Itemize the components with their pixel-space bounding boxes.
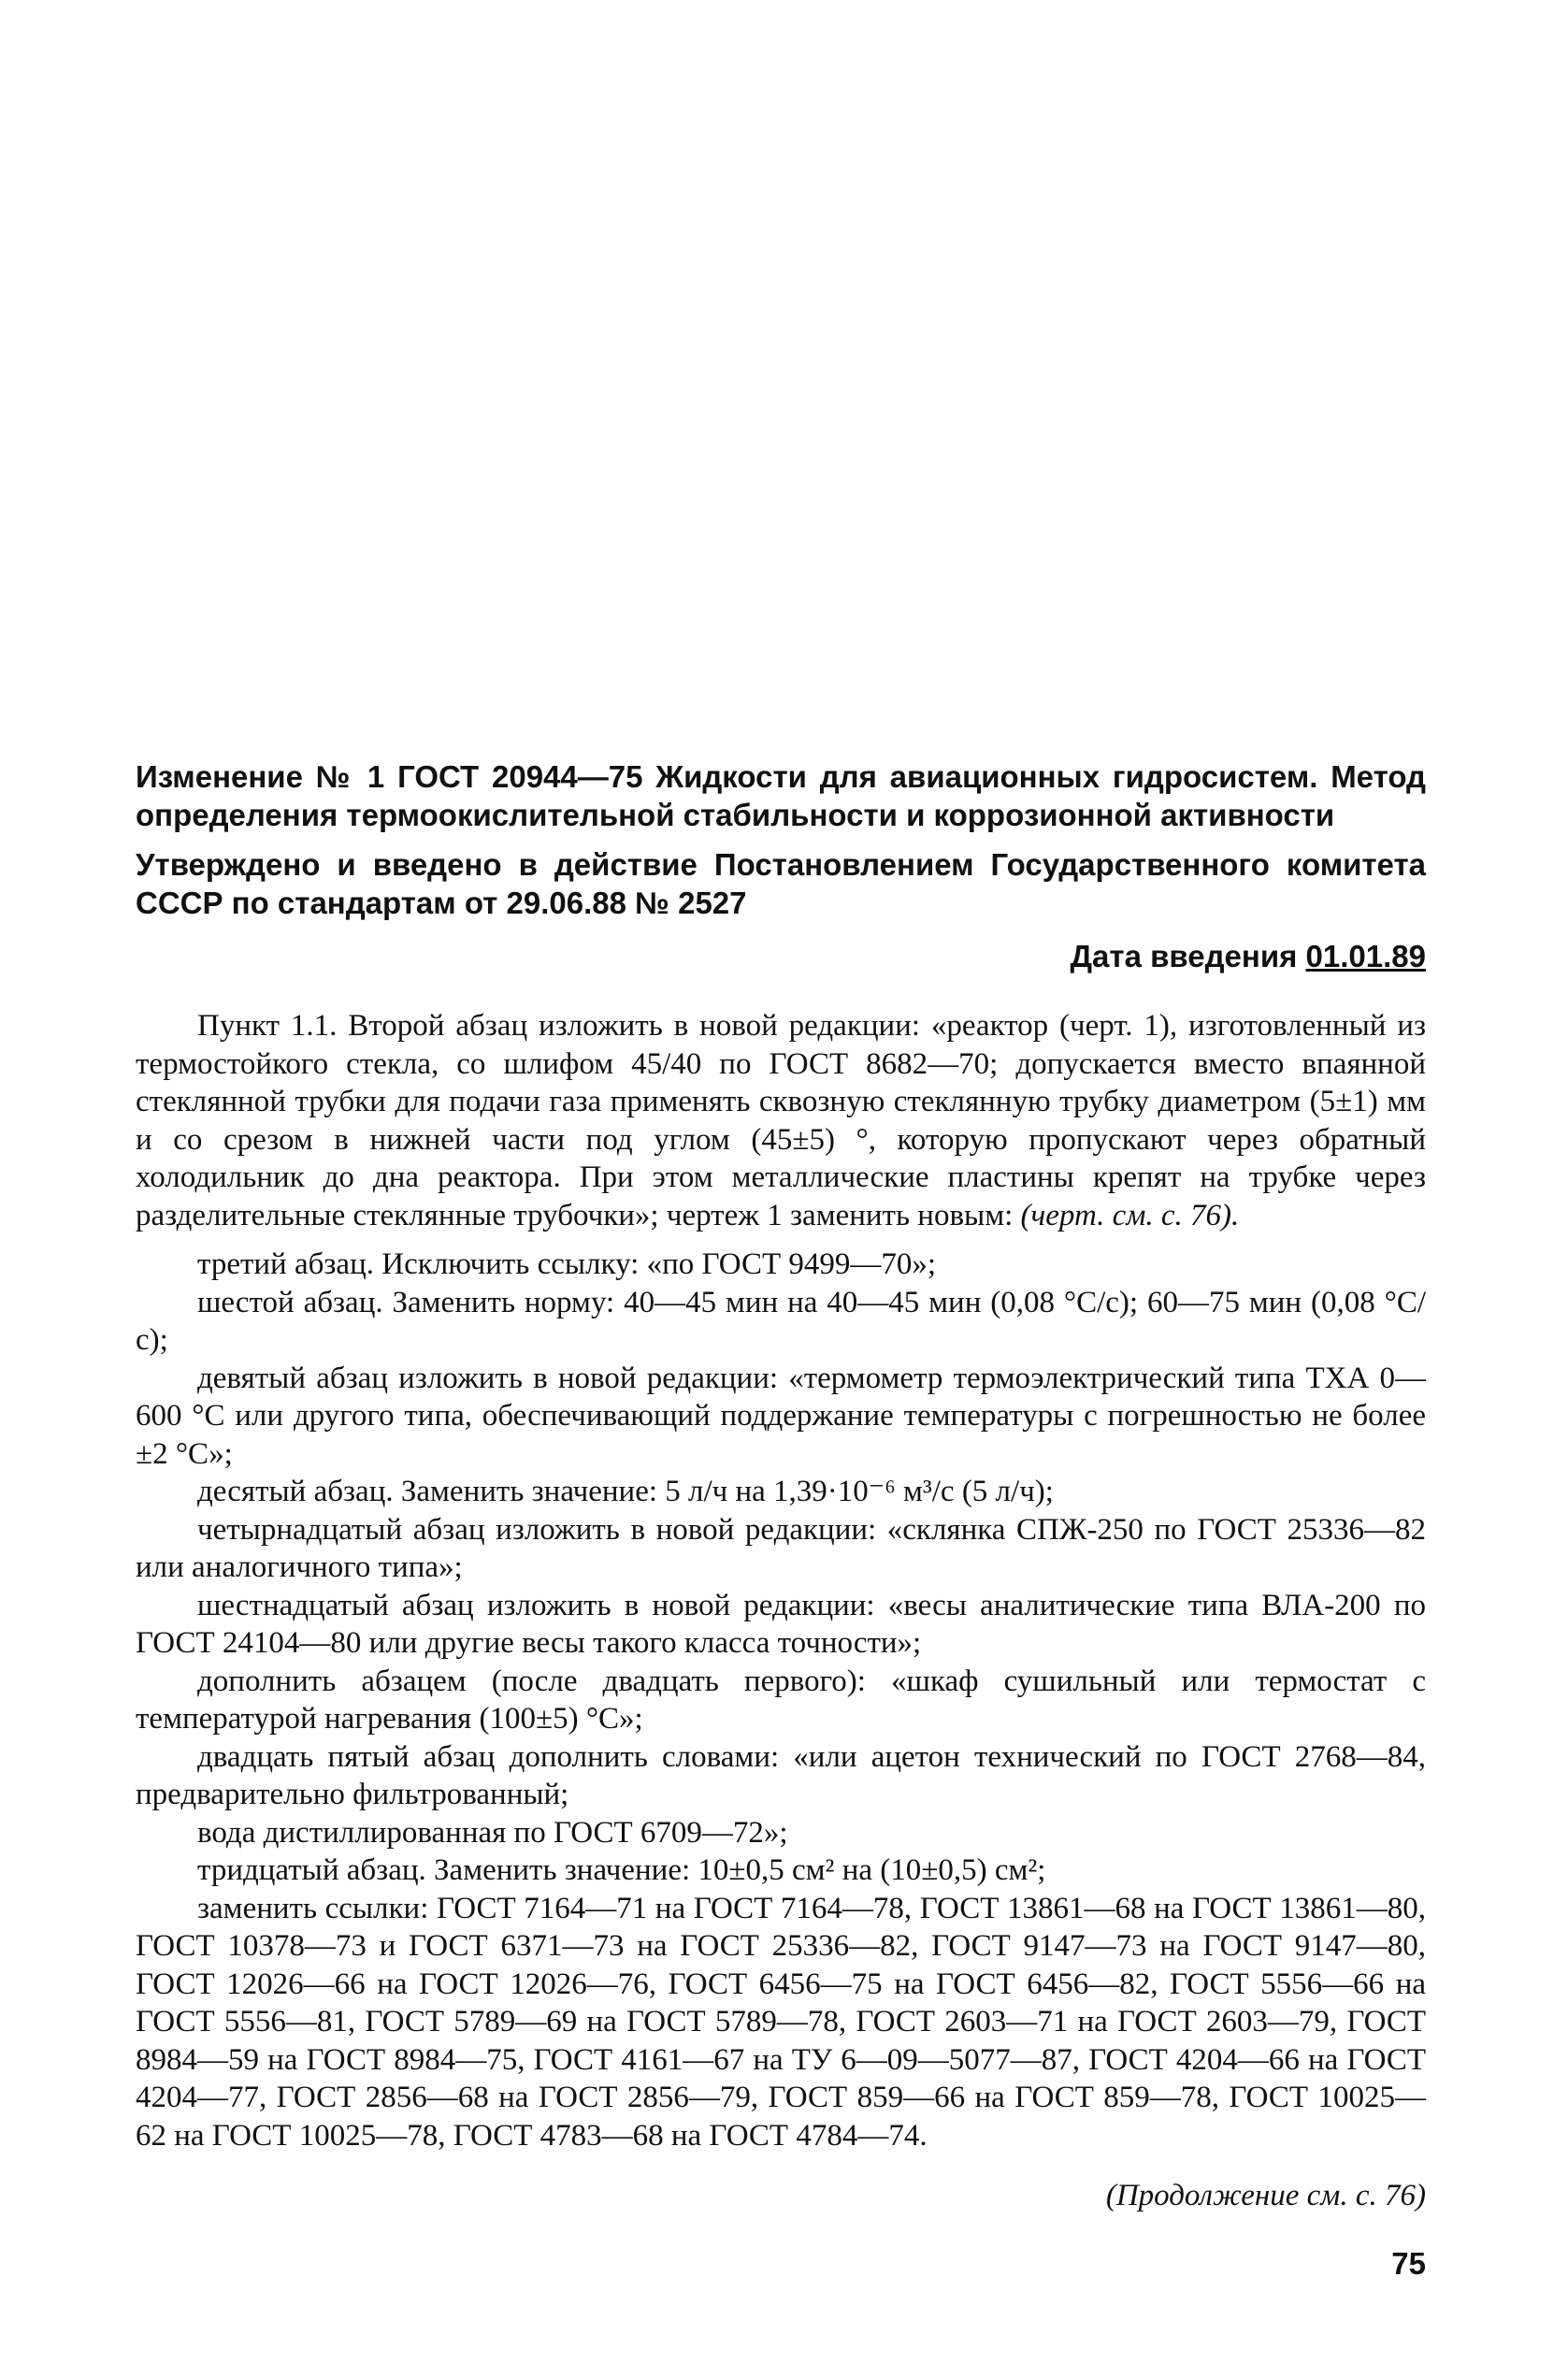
paragraph-fourteenth: четырнадцатый абзац изложить в новой редакции: «склянка СПЖ-250 по ГОСТ 25336—82 или аналогичного типа»;	[136, 1512, 1426, 1584]
document-title: Изменение № 1 ГОСТ 20944—75 Жидкости для авиационных гидросистем. Метод определения термоокислительной стабильности и коррозионной активности	[136, 759, 1426, 832]
paragraph-item-1-1	[136, 1007, 1426, 1234]
paragraph-addition: дополнить абзацем (после двадцать первого): «шкаф сушильный или термостат с температурой нагревания (100±5) °С»;	[136, 1664, 1426, 1736]
page-number: 75	[1391, 2246, 1426, 2281]
paragraph-third: третий абзац. Исключить ссылку: «по ГОСТ 9499—70»;	[197, 1247, 937, 1281]
paragraph-ninth: девятый абзац изложить в новой редакции: «термометр термоэлектрический типа ТХА 0—600 °С или другого типа, обеспечивающий поддержание температуры с погрешностью не более ±2 °С»;	[136, 1361, 1426, 1471]
figure-reference: (черт. см. с. 76).	[1020, 1198, 1240, 1232]
paragraph-thirtieth: тридцатый абзац. Заменить значение: 10±0,5 см² на (10±0,5) см²;	[197, 1853, 1046, 1887]
effective-date-value: 01.01.89	[1305, 939, 1426, 973]
continuation-note: (Продолжение см. с. 76)	[1105, 2179, 1426, 2212]
effective-date-label: Дата введения	[1070, 939, 1298, 973]
paragraph-sixteenth: шестнадцатый абзац изложить в новой редакции: «весы аналитические типа ВЛА-200 по ГОСТ 24104—80 или другие весы такого класса точности»;	[136, 1588, 1426, 1660]
effective-date-line	[136, 937, 1426, 975]
paragraph-water: вода дистиллированная по ГОСТ 6709—72»;	[197, 1815, 788, 1850]
approval-statement: Утверждено и введено в действие Постановлением Государственного комитета СССР по стандартам от 29.06.88 № 2527	[136, 847, 1426, 920]
paragraph-twenty-fifth: двадцать пятый абзац дополнить словами: «или ацетон технический по ГОСТ 2768—84, предварительно фильтрованный;	[136, 1739, 1426, 1811]
paragraph-references: заменить ссылки: ГОСТ 7164—71 на ГОСТ 7164—78, ГОСТ 13861—68 на ГОСТ 13861—80, ГОСТ 10378—73 и ГОСТ 6371—73 на ГОСТ 25336—82, ГОСТ 9147—73 на ГОСТ 9147—80, ГОСТ 12026—66 на ГОСТ 12026—76, ГОСТ 6456—75 на ГОСТ 6456—82, ГОСТ 5556—66 на ГОСТ 5556—81, ГОСТ 5789—69 на ГОСТ 5789—78, ГОСТ 2603—71 на ГОСТ 2603—79, ГОСТ 8984—59 на ГОСТ 8984—75, ГОСТ 4161—67 на ТУ 6—09—5077—87, ГОСТ 4204—66 на ГОСТ 4204—77, ГОСТ 2856—68 на ГОСТ 2856—79, ГОСТ 859—66 на ГОСТ 859—78, ГОСТ 10025—62 на ГОСТ 10025—78, ГОСТ 4783—68 на ГОСТ 4784—74.	[136, 1891, 1426, 2153]
paragraph-sixth: шестой абзац. Заменить норму: 40—45 мин на 40—45 мин (0,08 °С/с); 60—75 мин (0,08 °С/с);	[136, 1285, 1426, 1357]
document-page	[136, 757, 1426, 2282]
paragraph-text: Пункт 1.1. Второй абзац изложить в новой редакции: «реактор (черт. 1), изготовленный из термостойкого стекла, со шлифом 45/40 по ГОСТ 8682—70; допускается вместо впаянной стеклянной трубки для подачи газа применять сквозную стеклянную трубку диаметром (5±1) мм и со срезом в нижней части под углом (45±5) °, которую пропускают через обратный холодильник до дна реактора. При этом металлические пластины крепят на трубке через разделительные стеклянные трубочки»; чертеж 1 заменить новым:	[136, 1009, 1426, 1232]
paragraph-tenth: десятый абзац. Заменить значение: 5 л/ч на 1,39·10⁻⁶ м³/с (5 л/ч);	[197, 1475, 1054, 1508]
